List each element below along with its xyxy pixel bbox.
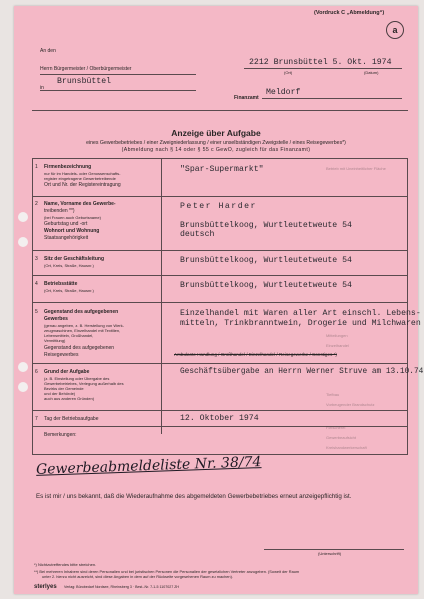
addressee-label: Herrn Bürgermeister / Oberbürgermeister xyxy=(40,66,132,72)
row6-sub-0: (z. B. Einstellung oder Übergabe des xyxy=(44,376,110,381)
printer-detail: Verlag: Bürobedarf Nordsee, Rheinsberg 3 · Best.-Nr. 7-1-5 1107027 ZH xyxy=(64,585,179,589)
row6-value: Geschäftsübergabe an Herrn Werner Struve am 13.10.74 xyxy=(180,368,424,376)
row5-sub-5: Gegenstand des aufgegebenen xyxy=(44,345,115,351)
row7-label: Tag der Betriebsaufgabe xyxy=(44,416,99,422)
row5-sub-2: zeugmaschinen, Einzelhandel mit Textilien, xyxy=(44,328,121,333)
footnote-0: *) Nichtzutreffendes bitte streichen. xyxy=(34,562,97,567)
row6-num: 6 xyxy=(35,369,38,375)
row6-sub-4: auch aus anderen Gründen) xyxy=(44,396,95,401)
row5-sub-1: (genau angeben, z. B. Herstellung von Werk- xyxy=(44,323,124,328)
row2-sub-2: Geburtstag und -ort xyxy=(44,221,88,227)
footnote-2: unter 2. hierzu nicht ausreicht, sind diese Angaben in dem auf der Rückseite vorgesehenen Raum zu machen). xyxy=(42,574,233,579)
row5-num: 5 xyxy=(35,309,38,315)
title-line1: eines Gewerbebetriebes / einer Zweigniederlassung / einer unselbständigen Zweigstelle / eines Reisegewerbes*) xyxy=(86,140,346,146)
form-title: Anzeige über Aufgabe xyxy=(171,128,261,138)
in-label: in xyxy=(40,85,44,91)
row5-sub-3: Lebensmitteln, Großhandel, xyxy=(44,333,94,338)
row2-value-name: Peter Harder xyxy=(180,202,257,211)
an-den-label: An den xyxy=(40,48,56,54)
margin-note-0: Betrieb mit Uneinheitlicher Fläche xyxy=(326,166,386,171)
row2-value-address: Brunsbüttelkoog, Wurtleutetweute 54 xyxy=(180,221,352,230)
place-caption: (Ort) xyxy=(284,70,293,75)
finanzamt-value: Meldorf xyxy=(266,88,301,97)
date-caption: (Datum) xyxy=(364,70,379,75)
title-line2: (Abmeldung nach § 14 oder § 55 c GewO, zugleich für das Finanzamt) xyxy=(121,147,311,153)
row5-sub-0: Gewerbes xyxy=(44,316,68,322)
declaration-text: Es ist mir / uns bekannt, daß die Wiederaufnahme des abgemeldeten Gewerbebetriebes erneut anzeigepflichtig ist. xyxy=(36,493,352,500)
row1-num: 1 xyxy=(35,164,38,170)
remarks-label: Bemerkungen: xyxy=(44,432,77,438)
margin-note-3: Tiefbau xyxy=(326,392,340,397)
row2-value-nationality: deutsch xyxy=(180,230,215,239)
punch-hole-3 xyxy=(18,362,28,372)
row3-num: 3 xyxy=(35,256,38,262)
row1-sub-2: Ort und Nr. der Registereintragung xyxy=(44,182,121,188)
row4-num: 4 xyxy=(35,281,38,287)
row6-sub-2: Bezirks der Gemeinde xyxy=(44,386,84,391)
row2-sub-3: Wohnort und Wohnung xyxy=(44,228,100,234)
row4-sub-0: (Ort, Kreis, Straße, Hausnr.) xyxy=(44,288,94,293)
margin-note-2: Einzelhandel xyxy=(326,343,349,348)
row5-value-1: mitteln, Trinkbranntwein, Drogerie und Milchwaren xyxy=(180,319,421,328)
row1-sub-0: nur für im Handels- oder Genossenschafts- xyxy=(44,171,121,176)
punch-hole-2 xyxy=(18,237,28,247)
row6-sub-1: Gewerbebetriebes, Verlegung außerhalb des xyxy=(44,381,124,386)
punch-hole-4 xyxy=(18,382,28,392)
margin-note-6: Gewerbeaufsicht xyxy=(326,435,357,440)
row7-value: 12. Oktober 1974 xyxy=(180,414,259,423)
row1-value: "Spar-Supermarkt" xyxy=(180,165,264,174)
row5-sub-6: Reisegewerbes xyxy=(44,352,79,358)
place-date-value: 2212 Brunsbüttel 5. Okt. 1974 xyxy=(249,58,392,67)
row3-sub-0: (Ort, Kreis, Straße, Hausnr.) xyxy=(44,263,94,268)
row1-sub-1: register eingetragene Gewerbetreibende xyxy=(44,176,116,181)
margin-note-1: Mitteilungen xyxy=(326,333,348,338)
row4-label: Betriebsstätte xyxy=(44,281,78,287)
form-code: (Vordruck C „Abmeldung“) xyxy=(314,10,385,16)
margin-note-5: Fleischerei xyxy=(326,425,346,430)
row5-category-stamp: Ambulante Handlung / Großhandel / Einzelhandel / Reisegewerbe / Sonstiges *) xyxy=(174,352,337,357)
row3-label: Sitz der Geschäftsleitung xyxy=(44,256,105,262)
row5-value-0: Einzelhandel mit Waren aller Art einschl. Lebens- xyxy=(180,309,421,318)
row2-num: 2 xyxy=(35,201,38,207)
row2-sub-1: (bei Frauen auch Geburtsname) xyxy=(44,215,101,220)
signature-caption: (Unterschrift) xyxy=(318,551,342,556)
row5-label: Gegenstand des aufgegebenen xyxy=(44,309,119,315)
margin-note-4: Vorbeugender Brandschutz xyxy=(326,402,375,407)
row6-sub-3: und der Behörde) xyxy=(44,391,76,396)
row5-sub-4: Vermittlung) xyxy=(44,338,66,343)
footnote-1: **) Bei mehreren Inhabern sind deren Personalien und bei juristischen Personen die Personalien der gesetzlichen Vertreter anzugeben. (Soweit der Raum xyxy=(34,569,300,574)
row2-sub-0: treibenden **) xyxy=(44,208,75,214)
form-letter-badge: a xyxy=(386,21,404,39)
row7-num: 7 xyxy=(35,416,38,422)
municipality-value: Brunsbüttel xyxy=(57,77,112,86)
punch-hole-1 xyxy=(18,212,28,222)
form-sheet xyxy=(14,6,424,594)
printer-logo: sterlyes xyxy=(34,584,57,590)
row3-value: Brunsbüttelkoog, Wurtleutetweute 54 xyxy=(180,256,352,265)
handwritten-note: Gewerbeabmeldeliste Nr. 38/74 xyxy=(35,454,262,478)
row1-label: Firmenbezeichnung xyxy=(44,164,92,170)
row4-value: Brunsbüttelkoog, Wurtleutetweute 54 xyxy=(180,281,352,290)
finanzamt-label: Finanzamt xyxy=(234,95,259,101)
margin-note-7: Kreishandwerkerschaft xyxy=(326,445,367,450)
row2-sub-4: Staatsangehörigkeit xyxy=(44,235,89,241)
row2-label: Name, Vorname des Gewerbe- xyxy=(44,201,116,207)
row6-label: Grund der Aufgabe xyxy=(44,369,90,375)
